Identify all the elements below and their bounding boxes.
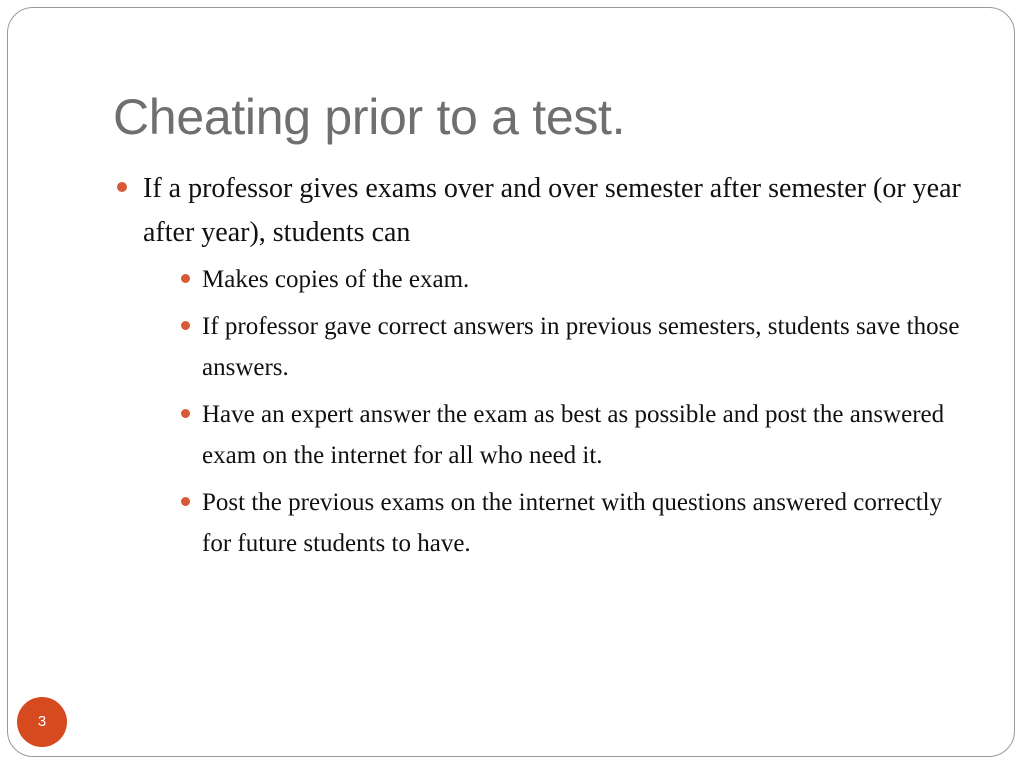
bullet-text: If a professor gives exams over and over semester after semester (or year after year), students can [143, 173, 961, 248]
sub-bullet-item [143, 394, 975, 476]
bullet-dot-icon [117, 182, 127, 192]
slide-number-badge: 3 [17, 697, 67, 747]
sub-bullet-text: Post the previous exams on the internet with questions answered correctly for future students to have. [202, 489, 943, 557]
bullet-dot-icon [181, 321, 190, 330]
bullet-dot-icon [181, 409, 190, 418]
sub-bullet-item [143, 306, 975, 388]
sub-bullet-item [143, 482, 975, 564]
sub-bullet-text: Have an expert answer the exam as best as possible and post the answered exam on the internet for all who need it. [202, 401, 945, 469]
slide-body [115, 167, 975, 570]
sub-bullet-text: If professor gave correct answers in previous semesters, students save those answers. [202, 313, 960, 381]
bullet-dot-icon [181, 274, 190, 283]
bullet-dot-icon [181, 497, 190, 506]
slide-title: Cheating prior to a test. [113, 89, 626, 145]
bullet-item [115, 167, 975, 564]
sub-bullet-item [143, 259, 975, 300]
sub-bullet-text: Makes copies of the exam. [202, 266, 470, 293]
sub-bullet-list [143, 259, 975, 564]
